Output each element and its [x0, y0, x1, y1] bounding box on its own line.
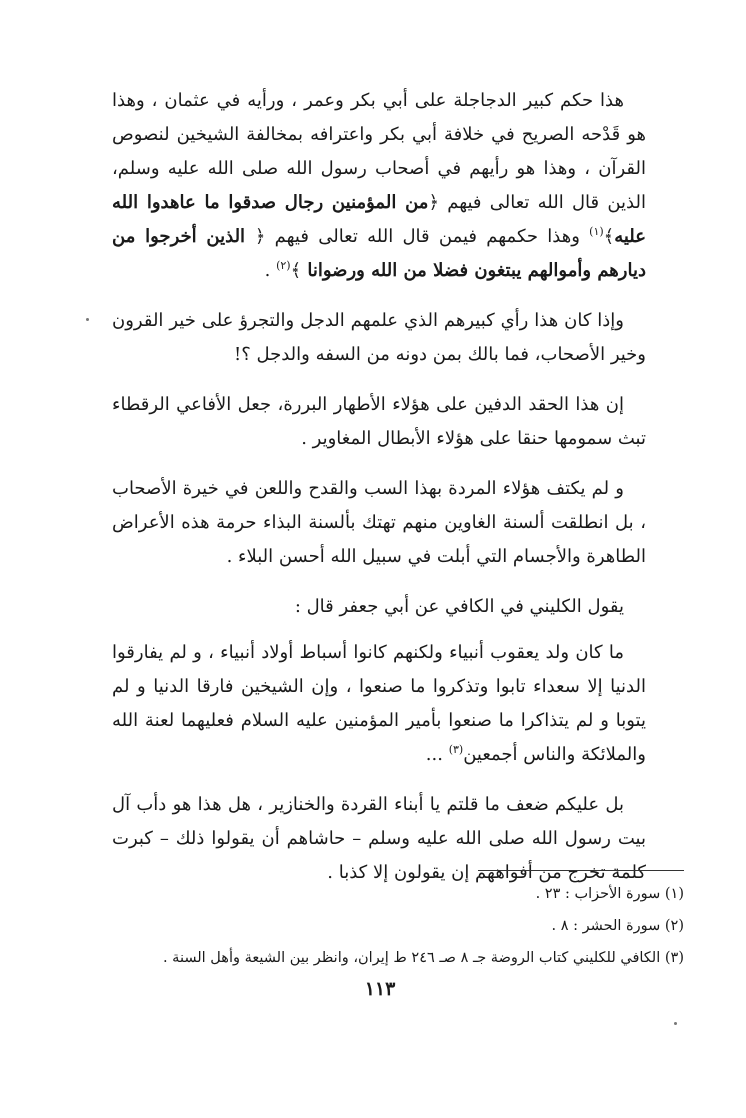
page-number: ١١٣ — [364, 978, 396, 1000]
footnotes — [112, 878, 684, 974]
paragraph-3: إن هذا الحقد الدفين على هؤلاء الأطهار البررة، جعل الأفاعي الرقطاء تبث سمومها حنقا على هؤلاء الأبطال المغاوير . — [112, 394, 646, 449]
paragraph-5: يقول الكليني في الكافي عن أبي جعفر قال : — [294, 596, 624, 617]
main-text — [112, 84, 646, 906]
footnote-2: (٢) سورة الحشر : ٨ . — [551, 918, 684, 934]
ornate-bracket-close: ﴾ — [603, 226, 615, 247]
quran-quote-1-text: من المؤمنين رجال صدقوا ما عاهدوا الله عليه — [112, 192, 646, 247]
paragraph-7: بل عليكم ضعف ما قلتم يا أبناء القردة والخنازير ، هل هذا هو دأب آل بيت رسول الله صلى الله عليه وسلم – حاشاهم أن يقولوا ذلك – كبرت كلمة تخرج من أفواههم إن يقولون إلا كذبا . — [112, 794, 646, 883]
paragraph-4: و لم يكتف هؤلاء المردة بهذا السب والقدح واللعن في خيرة الأصحاب ، بل انطلقت ألسنة الغاوين منهم تهتك بألسنة البذاء حرمة هذه الأعراض الطاهرة والأجسام التي أبلت في سبيل الله أحسن البلاء . — [112, 478, 646, 567]
footnote-ref-1: (١) — [589, 225, 604, 238]
footnote-1: (١) سورة الأحزاب : ٢٣ . — [535, 886, 684, 902]
scan-speck — [674, 1022, 677, 1025]
footnote-ref-2: (٢) — [276, 259, 291, 272]
paragraph-1-end: . — [264, 260, 277, 281]
paragraph-1-middle: وهذا حكمهم فيمن قال الله تعالى فيهم — [265, 226, 590, 247]
footnote-3: (٣) الكافي للكليني كتاب الروضة جـ ٨ صـ ٢٤٦ ط إيران، وانظر بين الشيعة وأهل السنة . — [162, 950, 684, 966]
ornate-bracket-open: ﴿ — [254, 226, 266, 247]
paragraph-6-end: ... — [425, 744, 449, 765]
paragraph-1-text: هذا حكم كبير الدجاجلة على أبي بكر وعمر ، ورأيه في عثمان ، وهذا هو قَدْحه الصريح في خلافة أبي بكر واعترافه بمخالفة الشيخين لنصوص القرآن ، وهذا هو رأيهم في أصحاب رسول الله صلى الله عليه وسلم، الذين قال الله تعالى فيهم — [112, 90, 646, 213]
paragraph-1 — [112, 84, 646, 288]
paragraph-6-text: ما كان ولد يعقوب أنبياء ولكنهم كانوا أسباط أولاد أنبياء ، و لم يفارقوا الدنيا إلا سعداء تابوا وتذكروا ما صنعوا ، وإن الشيخين فارقا الدنيا و لم يتوبا و لم يتذاكرا ما صنعوا بأمير المؤمنين عليه السلام فعليهما لعنة الله والملائكة والناس أجمعين — [112, 642, 646, 765]
paragraph-6 — [112, 636, 646, 772]
footnote-separator — [478, 870, 684, 871]
ornate-bracket-close: ﴾ — [290, 260, 302, 281]
scan-speck — [86, 318, 89, 321]
paragraph-2: وإذا كان هذا رأي كبيرهم الذي علمهم الدجل والتجرؤ على خير القرون وخير الأصحاب، فما بالك بمن دونه من السفه والدجل ؟! — [112, 310, 646, 365]
ornate-bracket-open: ﴿ — [428, 192, 439, 213]
quran-quote-2-text: الذين أخرجوا من ديارهم وأموالهم يبتغون فضلا من الله ورضوانا — [112, 226, 646, 281]
footnote-ref-3: (٣) — [448, 743, 464, 756]
